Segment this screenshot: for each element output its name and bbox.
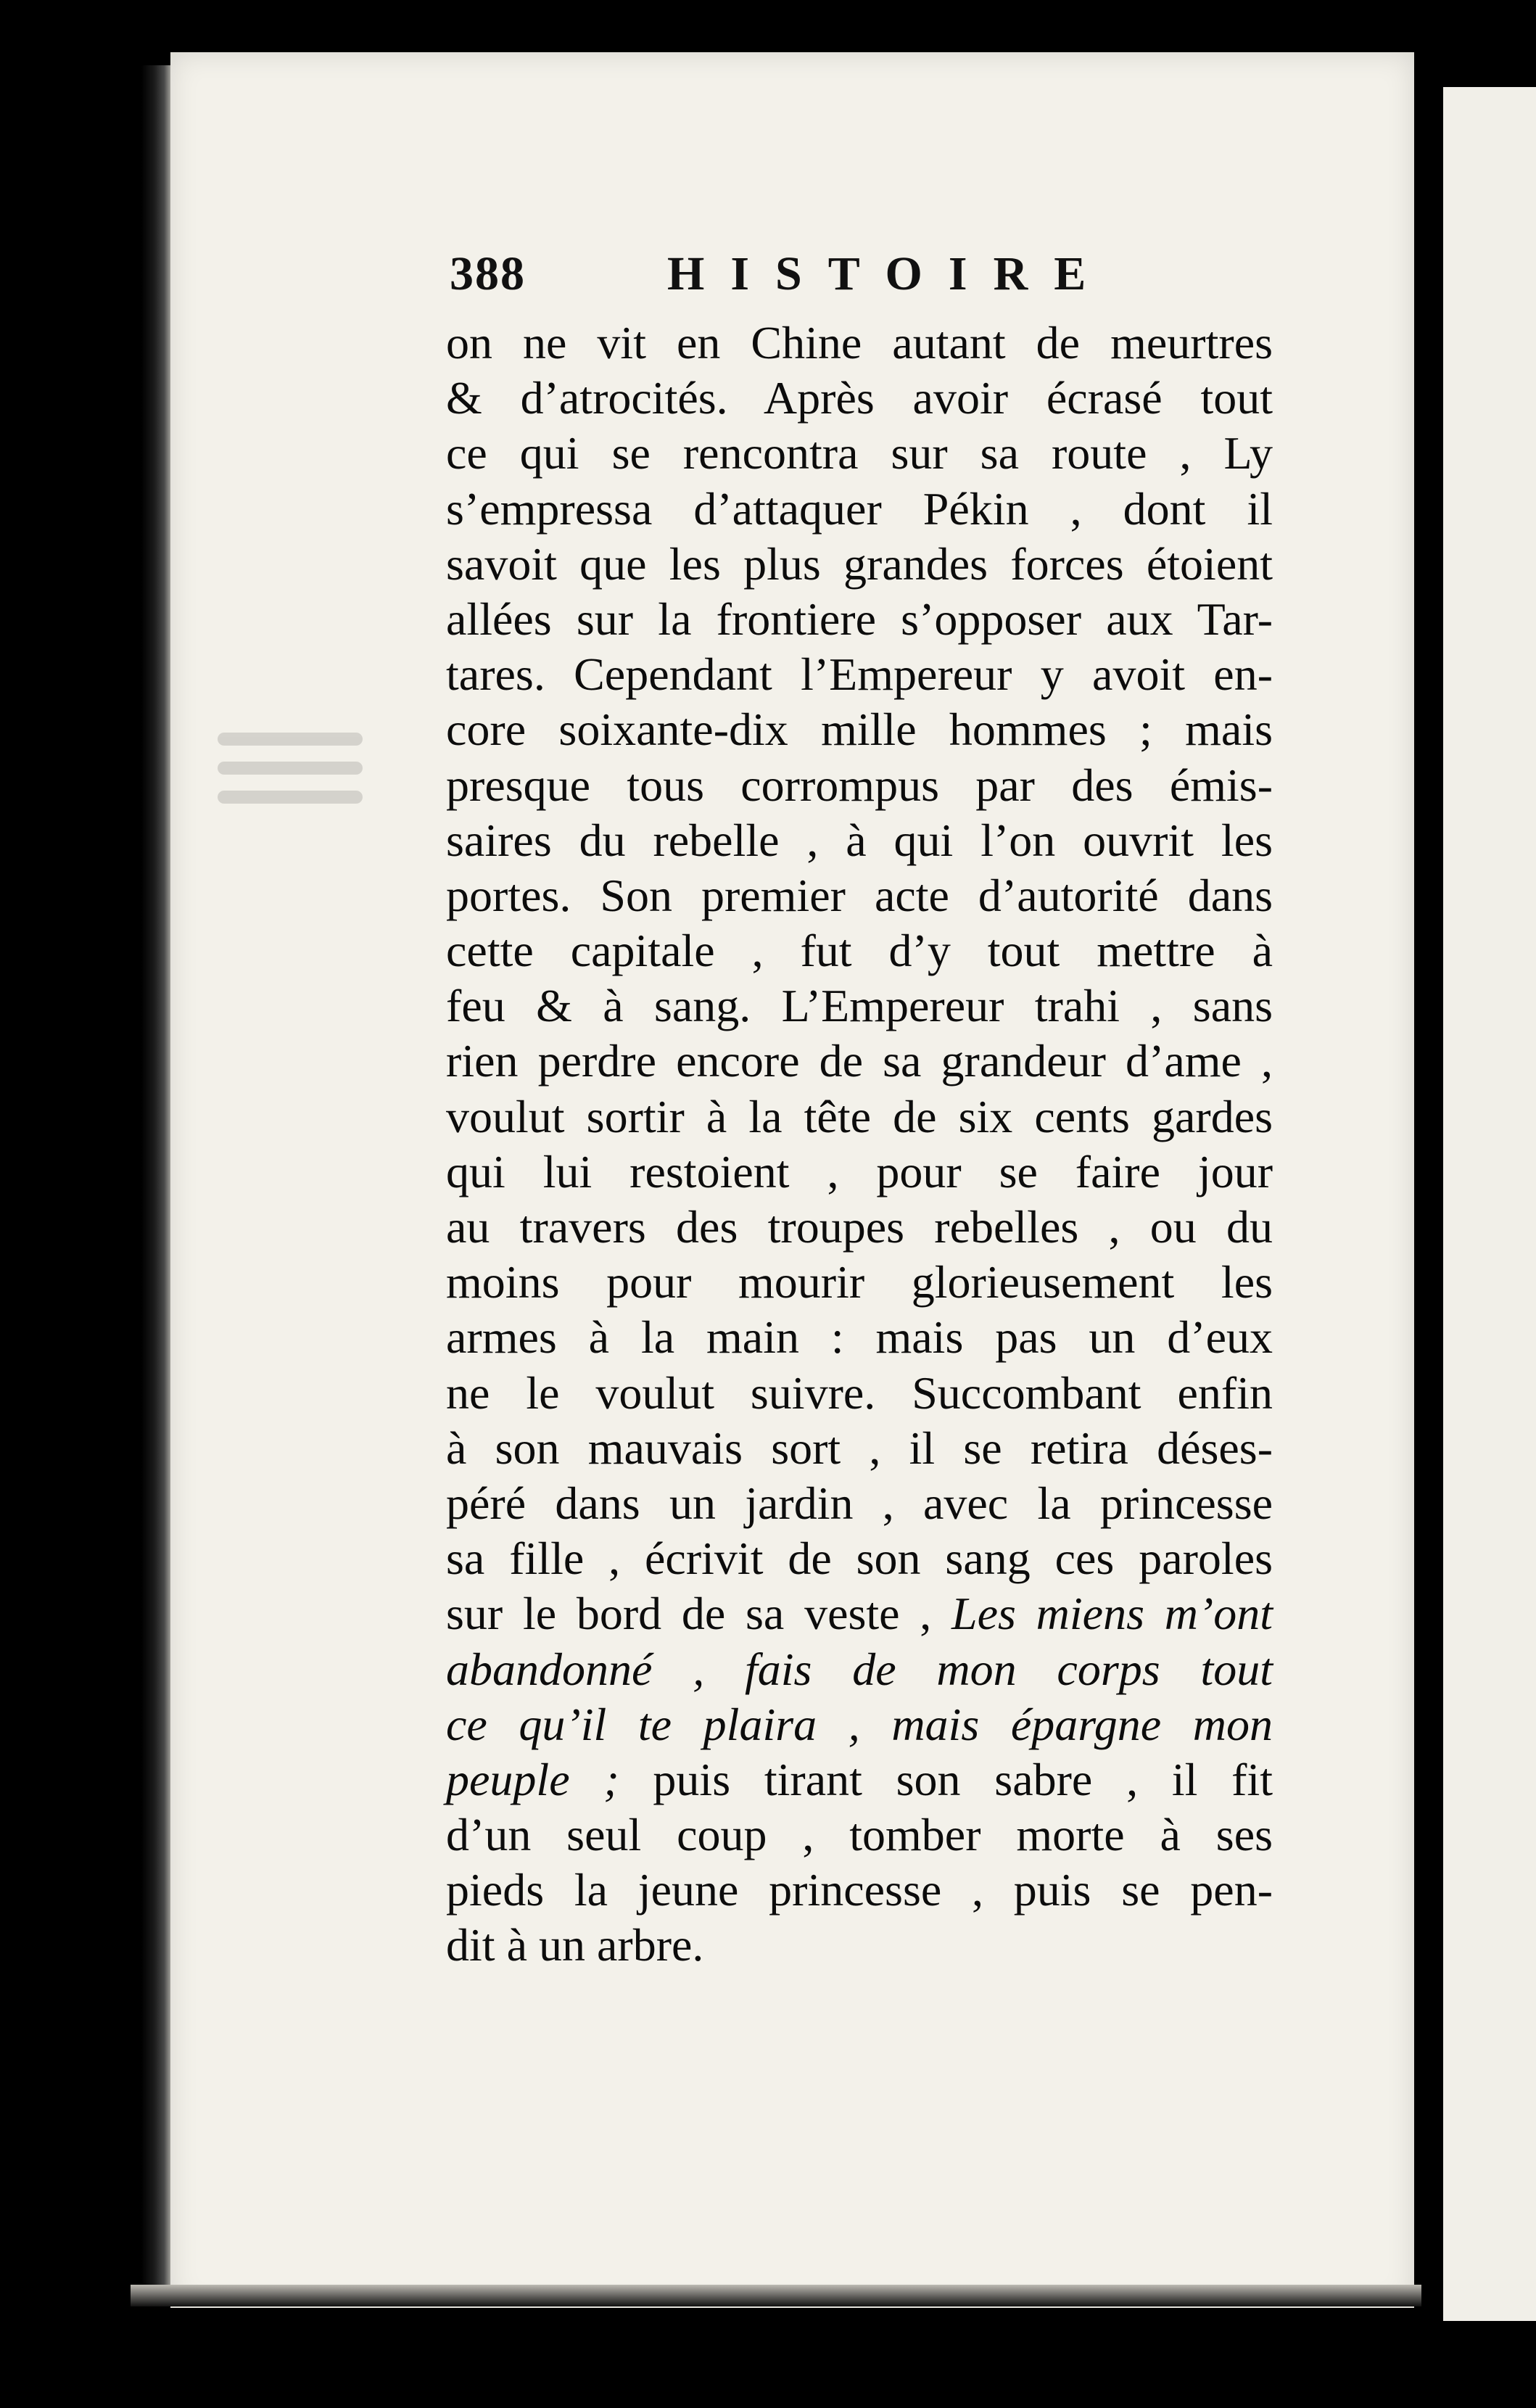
text-line: feu & à sang. L’Empereur trahi , sans: [446, 980, 1273, 1032]
text-line: core soixante-dix mille hommes ; mais: [446, 704, 1273, 756]
text-line-final: dit à un arbre.: [446, 1919, 704, 1971]
text-line: qui lui restoient , pour se faire jour: [446, 1145, 1273, 1197]
text-line: péré dans un jardin , avec la princesse: [446, 1477, 1273, 1529]
running-head: HISTOIRE: [667, 247, 1112, 300]
page-edge: [141, 65, 174, 2299]
page-bottom-shadow: [131, 2285, 1421, 2306]
text-line: sa fille , écrivit de son sang ces paroles: [446, 1533, 1273, 1585]
text-line: on ne vit en Chine autant de meurtres: [446, 317, 1273, 368]
text-line: tares. Cependant l’Empereur y avoit en-: [446, 648, 1273, 701]
text-line: ne le voulut suivre. Succombant enfin: [446, 1366, 1273, 1419]
text-line: moins pour mourir glorieusement les: [446, 1256, 1273, 1308]
text-line: ce qui se rencontra sur sa route , Ly: [446, 427, 1273, 479]
italic-quote-line: ce qu’il te plaira , mais épargne mon: [446, 1698, 1273, 1750]
text-line: presque tous corrompus par des émis-: [446, 759, 1273, 811]
text-line: & d’atrocités. Après avoir écrasé tout: [446, 372, 1273, 424]
text-line: portes. Son premier acte d’autorité dans: [446, 869, 1273, 921]
text-line-mixed: [446, 1586, 1273, 1641]
page-header: [450, 247, 1284, 312]
text-line: à son mauvais sort , il se retira déses-: [446, 1422, 1273, 1474]
text-line-mixed: [446, 1752, 1273, 1807]
text-line: rien perdre encore de sa grandeur d’ame ,: [446, 1035, 1273, 1087]
page-gutter: [1413, 87, 1429, 2328]
text-line: pieds la jeune princesse , puis se pen-: [446, 1864, 1273, 1916]
text-line: allées sur la frontiere s’opposer aux Tar-: [446, 593, 1273, 645]
ink-bleed-through: [218, 733, 363, 820]
italic-quote-line: abandonné , fais de mon corps tout: [446, 1643, 1273, 1695]
text-line: s’empressa d’attaquer Pékin , dont il: [446, 482, 1273, 535]
text-line: au travers des troupes rebelles , ou du: [446, 1201, 1273, 1253]
text-line: savoit que les plus grandes forces étoient: [446, 537, 1273, 590]
facing-page-edge: [1443, 87, 1536, 2321]
text-line: d’un seul coup , tomber morte à ses: [446, 1809, 1273, 1861]
text-line: armes à la main : mais pas un d’eux: [446, 1311, 1273, 1364]
text-line: cette capitale , fut d’y tout mettre à: [446, 925, 1273, 977]
text-line: voulut sortir à la tête de six cents gardes: [446, 1090, 1273, 1142]
italic-quote: Les miens m’ont: [951, 1588, 1273, 1640]
text-segment: puis tirant son sabre , il fit: [653, 1753, 1273, 1805]
text-line: saires du rebelle , à qui l’on ouvrit les: [446, 814, 1273, 866]
page-number: 388: [450, 247, 526, 300]
italic-quote: peuple ;: [446, 1753, 619, 1805]
text-segment: sur le bord de sa veste ,: [446, 1588, 932, 1640]
body-text: [446, 316, 1273, 1974]
